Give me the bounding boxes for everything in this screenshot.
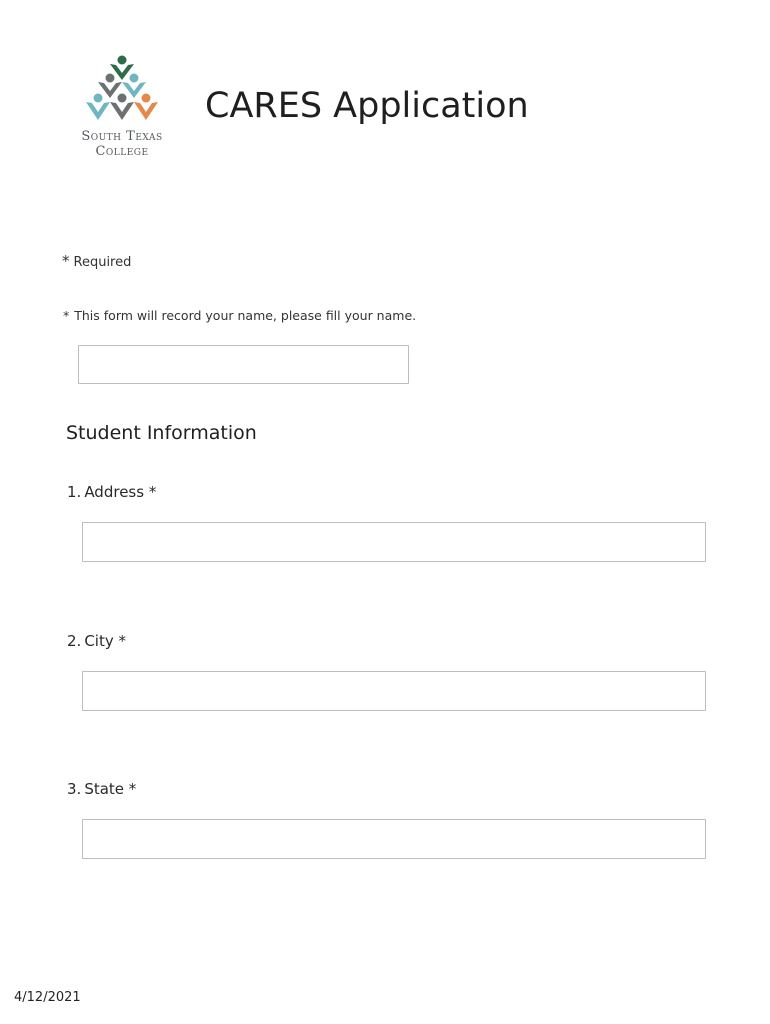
question-number: 3. — [67, 780, 82, 798]
question-text: Address * — [84, 483, 157, 501]
question-number: 2. — [67, 632, 82, 650]
footer-date: 4/12/2021 — [14, 990, 81, 1005]
name-notice-asterisk: * — [63, 308, 70, 323]
required-label: Required — [73, 255, 132, 270]
college-logo — [68, 54, 176, 160]
question-address-label — [67, 483, 156, 501]
name-notice-text: This form will record your name, please fill your name. — [74, 308, 417, 323]
question-city-label — [67, 632, 126, 650]
question-text: City * — [84, 632, 126, 650]
logo-text-line2: College — [95, 144, 149, 159]
question-state-label — [67, 780, 136, 798]
required-legend — [62, 252, 131, 270]
question-number: 1. — [67, 483, 82, 501]
question-text: State * — [84, 780, 137, 798]
section-title: Student Information — [66, 422, 257, 444]
required-asterisk: * — [62, 252, 70, 270]
name-input[interactable] — [78, 345, 409, 384]
address-input[interactable] — [82, 522, 706, 562]
city-input[interactable] — [82, 671, 706, 711]
page-title: CARES Application — [205, 86, 529, 126]
people-tree-logo-icon — [84, 54, 160, 124]
state-input[interactable] — [82, 819, 706, 859]
name-recording-notice — [63, 308, 416, 323]
logo-text-line1: South Texas — [81, 129, 163, 144]
